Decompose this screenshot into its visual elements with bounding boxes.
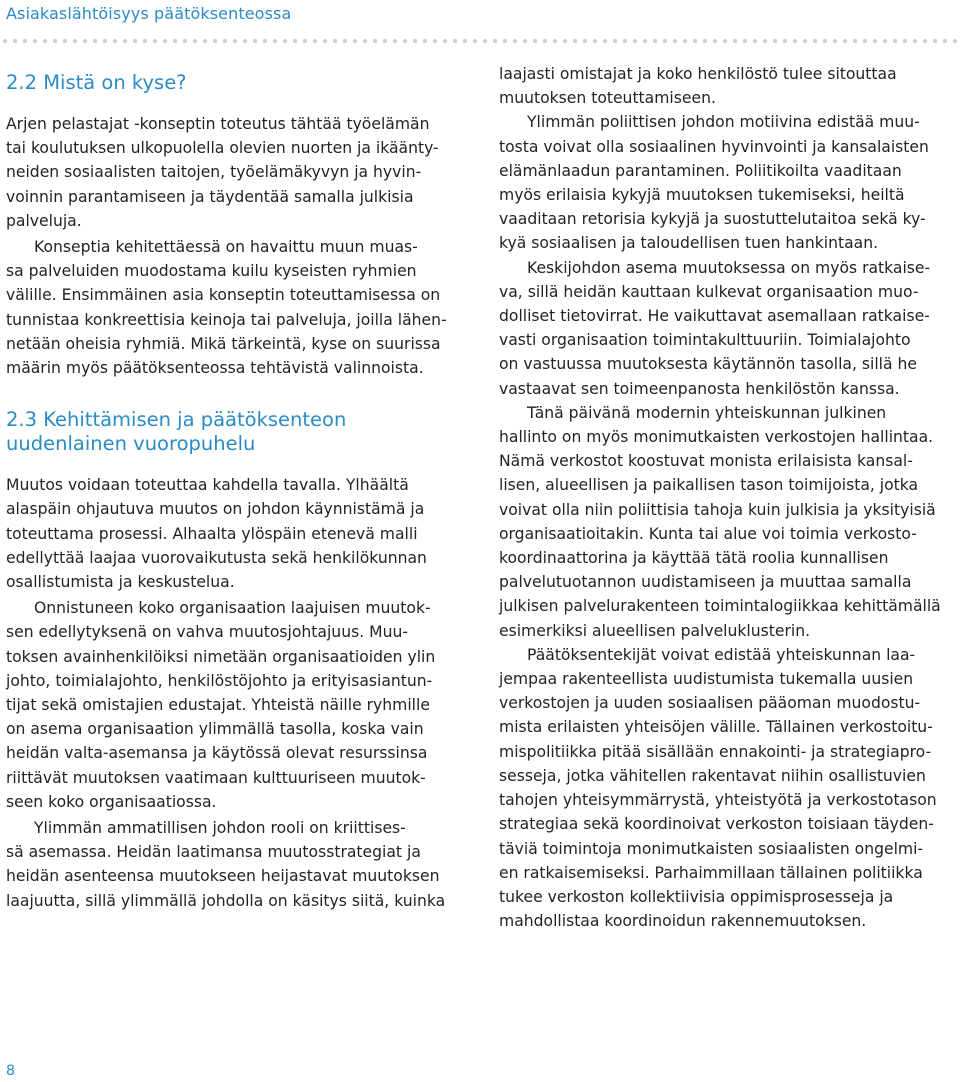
text-line: verkostojen ja uuden sosiaalisen pääoman muodostu- [499, 694, 921, 713]
paragraph [6, 596, 462, 814]
text-line: Keskijohdon asema muutoksessa on myös ratkaise- [527, 258, 931, 277]
text-line: vaaditaan retorisia kykyjä ja suostuttelutaitoa sekä ky- [499, 210, 926, 229]
paragraph [6, 816, 462, 913]
text-line: tai koulutuksen ulkopuolella olevien nuorten ja ikäänty- [6, 139, 439, 158]
text-line: dolliset tietovirrat. He vaikuttavat asemallaan ratkaise- [499, 307, 930, 326]
dotted-divider [0, 38, 960, 44]
text-line: kyä sosiaalisen ja taloudellisen tuen hankintaan. [499, 234, 879, 253]
text-line: palveluja. [6, 211, 82, 230]
text-line: seen koko organisaatiossa. [6, 792, 217, 811]
paragraph [499, 401, 955, 643]
text-line: va, sillä heidän kauttaan kulkevat organisaation muo- [499, 282, 919, 301]
text-line: heidän asenteensa muutokseen heijastavat muutoksen [6, 867, 440, 886]
text-line: edellyttää laajaa vuorovaikutusta sekä henkilökunnan [6, 548, 427, 567]
text-line: välille. Ensimmäinen asia konseptin toteuttamisessa on [6, 286, 441, 305]
text-line: riittävät muutoksen vaatimaan kulttuuriseen muutok- [6, 768, 426, 787]
left-column [6, 62, 462, 913]
text-line: alaspäin ohjautuva muutos on johdon käynnistämä ja [6, 500, 425, 519]
text-line: Päätöksentekijät voivat edistää yhteiskunnan laa- [527, 645, 916, 664]
text-line: organisaatioitakin. Kunta tai alue voi toimia verkosto- [499, 524, 917, 543]
text-line: johto, toimialajohto, henkilöstöjohto ja erityisasiantun- [6, 671, 433, 690]
text-line: voivat olla niin poliittisia tahoja kuin julkisia ja yksityisiä [499, 500, 936, 519]
text-line: täviä toimintoja monimutkaisten sosiaalisten ongelmi- [499, 839, 924, 858]
text-line: laajuutta, sillä ylimmällä johdolla on käsitys siitä, kuinka [6, 891, 446, 910]
paragraph [499, 256, 955, 401]
text-line: neiden sosiaalisten taitojen, työelämäkyvyn ja hyvin- [6, 163, 422, 182]
page-number: 8 [6, 1063, 15, 1079]
text-line: Muutos voidaan toteuttaa kahdella tavalla. Ylhäältä [6, 476, 409, 495]
text-line: tosta voivat olla sosiaalinen hyvinvointi ja kansalaisten [499, 137, 929, 156]
text-line: laajasti omistajat ja koko henkilöstö tulee sitouttaa [499, 65, 897, 83]
text-line: netään oheisia ryhmiä. Mikä tärkeintä, kyse on suurissa [6, 334, 441, 353]
text-line: myös erilaisia kykyjä muutoksen tukemiseksi, heiltä [499, 186, 905, 205]
text-line: Tänä päivänä modernin yhteiskunnan julkinen [527, 403, 887, 422]
text-line: en ratkaisemiseksi. Parhaimmillaan tällainen politiikka [499, 863, 923, 882]
text-line: sesseja, jotka vähitellen rakentavat niihin osallistuvien [499, 766, 926, 785]
paragraph [499, 643, 955, 933]
text-line: julkisen palvelurakenteen toimintalogiikkaa kehittämällä [499, 597, 941, 616]
text-line: Onnistuneen koko organisaation laajuisen muutok- [34, 599, 431, 618]
text-line: mista erilaisten yhteisöjen välille. Tällainen verkostoitu- [499, 718, 933, 737]
text-line: strategiaa sekä koordinoivat verkoston toisiaan täyden- [499, 815, 934, 834]
text-line: palvelutuotannon uudistamiseen ja muuttaa samalla [499, 573, 912, 592]
paragraph [6, 235, 462, 380]
text-line: esimerkiksi alueellisen palveluklusterin. [499, 621, 811, 640]
text-line: sa palveluiden muodostama kuilu kyseisten ryhmien [6, 262, 417, 281]
text-line: on asema organisaation ylimmällä tasolla, koska vain [6, 720, 424, 739]
heading-line: 2.3 Kehittämisen ja päätöksenteon [6, 408, 347, 432]
paragraph [499, 62, 955, 110]
text-line: koordinaattorina ja käyttää tätä roolia kunnallisen [499, 549, 889, 568]
text-line: mahdollistaa koordinoidun rakennemuutoksen. [499, 912, 867, 931]
section-heading-2-2: 2.2 Mistä on kyse? [6, 71, 187, 94]
heading-line: uudenlainen vuoropuhelu [6, 432, 256, 456]
text-line: elämänlaadun parantaminen. Poliitikoilta vaaditaan [499, 161, 902, 180]
text-line: vastaavat sen toimeenpanosta henkilöstön kanssa. [499, 379, 900, 398]
text-line: Ylimmän poliittisen johdon motiivina edistää muu- [527, 113, 920, 132]
text-line: tukee verkoston kollektiivisia oppimisprosesseja ja [499, 887, 894, 906]
right-column [499, 62, 955, 933]
text-line: Arjen pelastajat -konseptin toteutus tähtää työelämän [6, 115, 430, 133]
text-line: sen edellytyksenä on vahva muutosjohtajuus. Muu- [6, 623, 408, 642]
text-line: tahojen yhteisymmärrystä, yhteistyötä ja verkostotason [499, 791, 937, 810]
section-heading-2-3 [6, 408, 462, 456]
text-line: tunnistaa konkreettisia keinoja tai palveluja, joilla lähen- [6, 310, 447, 329]
text-line: osallistumista ja keskustelua. [6, 573, 235, 592]
text-line: hallinto on myös monimutkaisten verkostojen hallintaa. [499, 428, 934, 447]
text-line: Konseptia kehitettäessä on havaittu muun muas- [34, 238, 418, 257]
paragraph [6, 473, 462, 594]
paragraph [6, 112, 462, 233]
text-line: jempaa rakenteellista uudistumista tukemalla uusien [499, 670, 914, 689]
text-line: määrin myös päätöksenteossa tehtävistä valinnoista. [6, 359, 424, 378]
running-header: Asiakaslähtöisyys päätöksenteossa [6, 4, 292, 23]
paragraph [499, 110, 955, 255]
text-line: vasti organisaation toimintakulttuuriin. Toimialajohto [499, 331, 911, 350]
text-line: on vastuussa muutoksesta käytännön tasolla, sillä he [499, 355, 917, 374]
text-line: tijat sekä omistajien edustajat. Yhteistä näille ryhmille [6, 696, 430, 715]
text-line: Nämä verkostot koostuvat monista erilaisista kansal- [499, 452, 913, 471]
text-line: lisen, alueellisen ja paikallisen tason toimijoista, jotka [499, 476, 919, 495]
text-line: heidän valta-asemansa ja käytössä olevat resurssinsa [6, 744, 428, 763]
text-line: sä asemassa. Heidän laatimansa muutosstrategiat ja [6, 843, 421, 862]
text-line: Ylimmän ammatillisen johdon rooli on kriittises- [34, 819, 406, 838]
text-line: toteuttama prosessi. Alhaalta ylöspäin etenevä malli [6, 524, 418, 543]
text-line: mispolitiikka pitää sisällään ennakointi- ja strategiapro- [499, 742, 932, 761]
text-line: toksen avainhenkilöiksi nimetään organisaatioiden ylin [6, 647, 436, 666]
text-line: muutoksen toteuttamiseen. [499, 89, 716, 108]
text-line: voinnin parantamiseen ja täydentää samalla julkisia [6, 187, 414, 206]
